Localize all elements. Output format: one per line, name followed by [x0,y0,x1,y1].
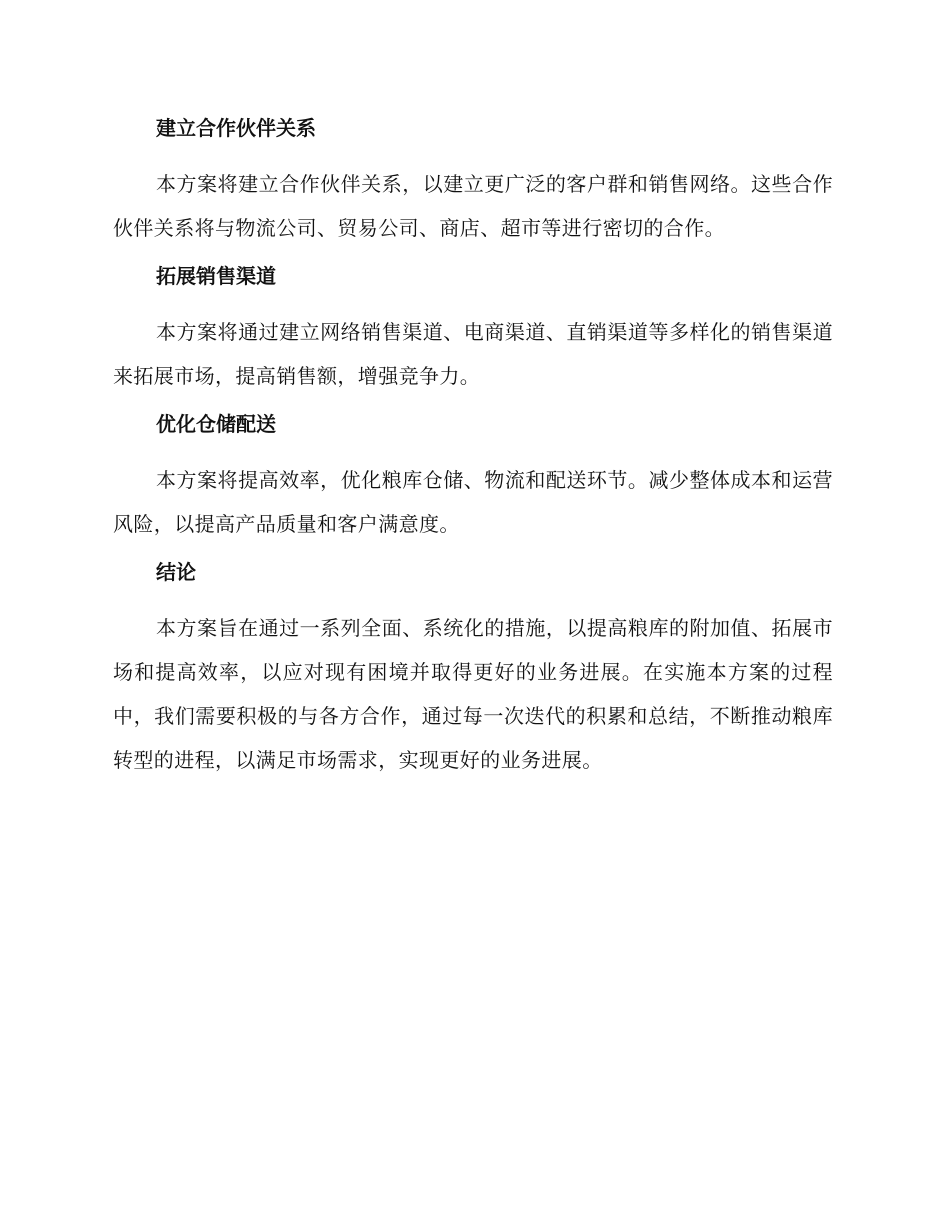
section-conclusion [113,556,833,782]
section-paragraph: 本方案将建立合作伙伴关系，以建立更广泛的客户群和销售网络。这些合作伙伴关系将与物流公司、贸易公司、商店、超市等进行密切的合作。 [113,172,833,240]
section-heading: 拓展销售渠道 [156,264,276,288]
section-paragraph: 本方案旨在通过一系列全面、系统化的措施，以提高粮库的附加值、拓展市场和提高效率，以应对现有困境并取得更好的业务进展。在实施本方案的过程中，我们需要积极的与各方合作，通过每一次迭代的积累和总结，不断推动粮库转型的进程，以满足市场需求，实现更好的业务进展。 [113,616,833,772]
section-heading: 建立合作伙伴关系 [156,116,316,140]
section-paragraph: 本方案将提高效率，优化粮库仓储、物流和配送环节。减少整体成本和运营风险，以提高产品质量和客户满意度。 [113,468,833,536]
section-paragraph: 本方案将通过建立网络销售渠道、电商渠道、直销渠道等多样化的销售渠道来拓展市场，提高销售额，增强竞争力。 [113,320,833,388]
section-warehouse-delivery [113,408,833,556]
section-heading: 结论 [156,560,196,584]
document-page [113,112,833,782]
section-partnership [113,112,833,260]
section-heading: 优化仓储配送 [156,412,276,436]
section-sales-channels [113,260,833,408]
